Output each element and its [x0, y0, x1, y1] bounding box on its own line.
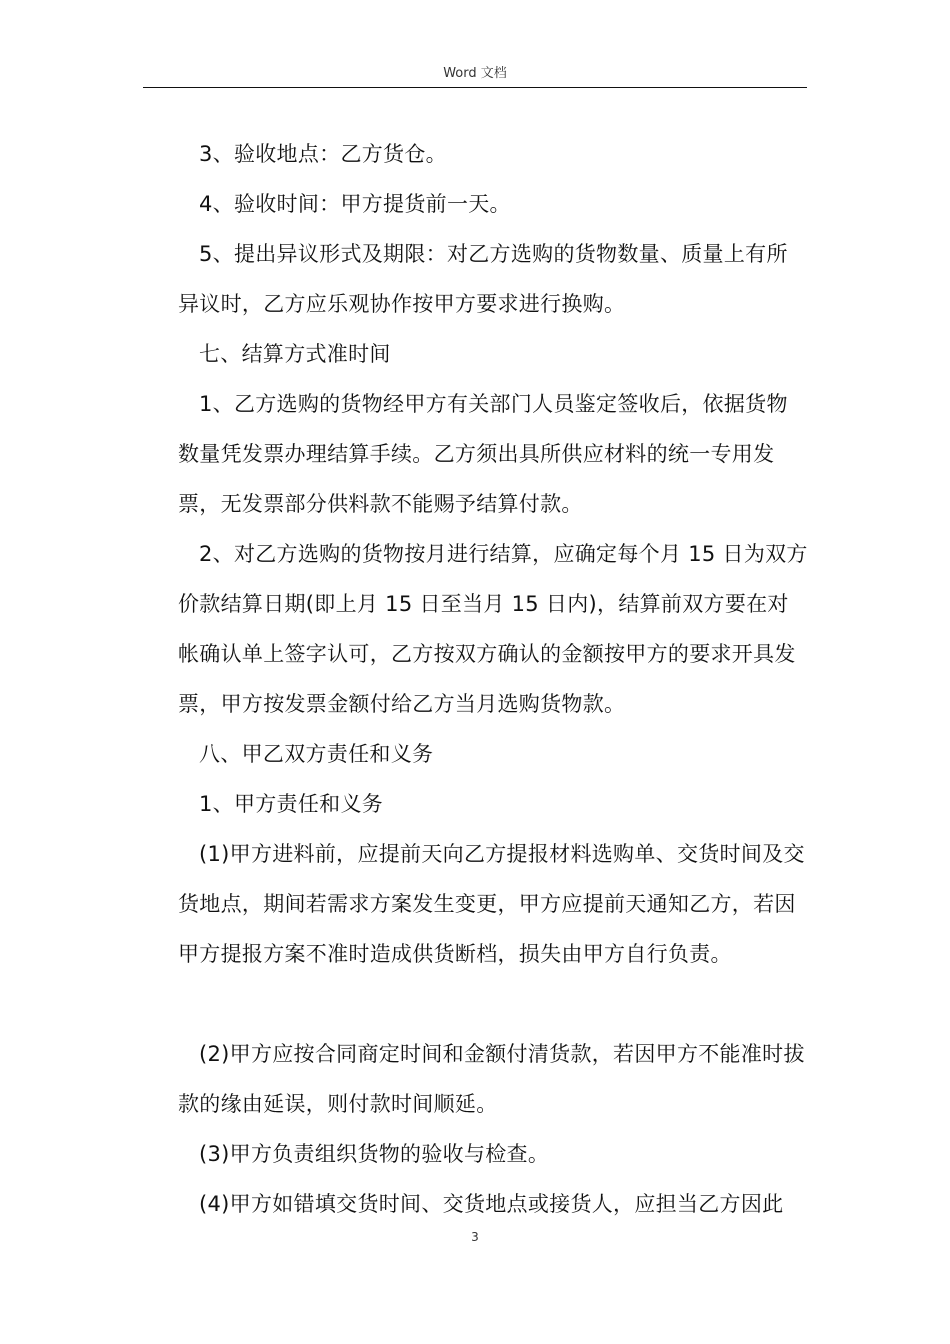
paragraph-inspection-location: 3、验收地点：乙方货仓。	[199, 142, 447, 166]
subheading-party-a: 1、甲方责任和义务	[199, 792, 384, 816]
document-body	[178, 129, 808, 1229]
page-header-title: Word 文档	[443, 66, 507, 81]
section-heading-responsibilities: 八、甲乙双方责任和义务	[199, 742, 434, 766]
paragraph-party-a-item-2: (2)甲方应按合同商定时间和金额付清货款，若因甲方不能准时拔款的缘由延误，则付款时间顺延。	[178, 1042, 805, 1116]
paragraph-settlement-2: 2、对乙方选购的货物按月进行结算，应确定每个月 15 日为双方价款结算日期(即上月 15 日至当月 15 日内)，结算前双方要在对帐确认单上签字认可，乙方按双方确认的金额按甲方的要求开具发票，甲方按发票金额付给乙方当月选购货物款。	[178, 542, 808, 716]
header-divider	[143, 87, 807, 88]
paragraph-party-a-item-1: (1)甲方进料前，应提前天向乙方提报材料选购单、交货时间及交货地点，期间若需求方案发生变更，甲方应提前天通知乙方，若因甲方提报方案不准时造成供货断档，损失由甲方自行负责。	[178, 842, 805, 966]
blank-line	[178, 979, 808, 1029]
paragraph-party-a-item-3: (3)甲方负责组织货物的验收与检查。	[199, 1142, 550, 1166]
page-number: 3	[471, 1230, 479, 1244]
section-heading-settlement: 七、结算方式准时间	[199, 342, 391, 366]
paragraph-objection-terms: 5、提出异议形式及期限：对乙方选购的货物数量、质量上有所异议时，乙方应乐观协作按甲方要求进行换购。	[178, 242, 788, 316]
paragraph-party-a-item-4: (4)甲方如错填交货时间、交货地点或接货人，应担当乙方因此	[199, 1192, 784, 1216]
paragraph-inspection-time: 4、验收时间：甲方提货前一天。	[199, 192, 511, 216]
paragraph-settlement-1: 1、乙方选购的货物经甲方有关部门人员鉴定签收后，依据货物数量凭发票办理结算手续。乙方须出具所供应材料的统一专用发票，无发票部分供料款不能赐予结算付款。	[178, 392, 788, 516]
